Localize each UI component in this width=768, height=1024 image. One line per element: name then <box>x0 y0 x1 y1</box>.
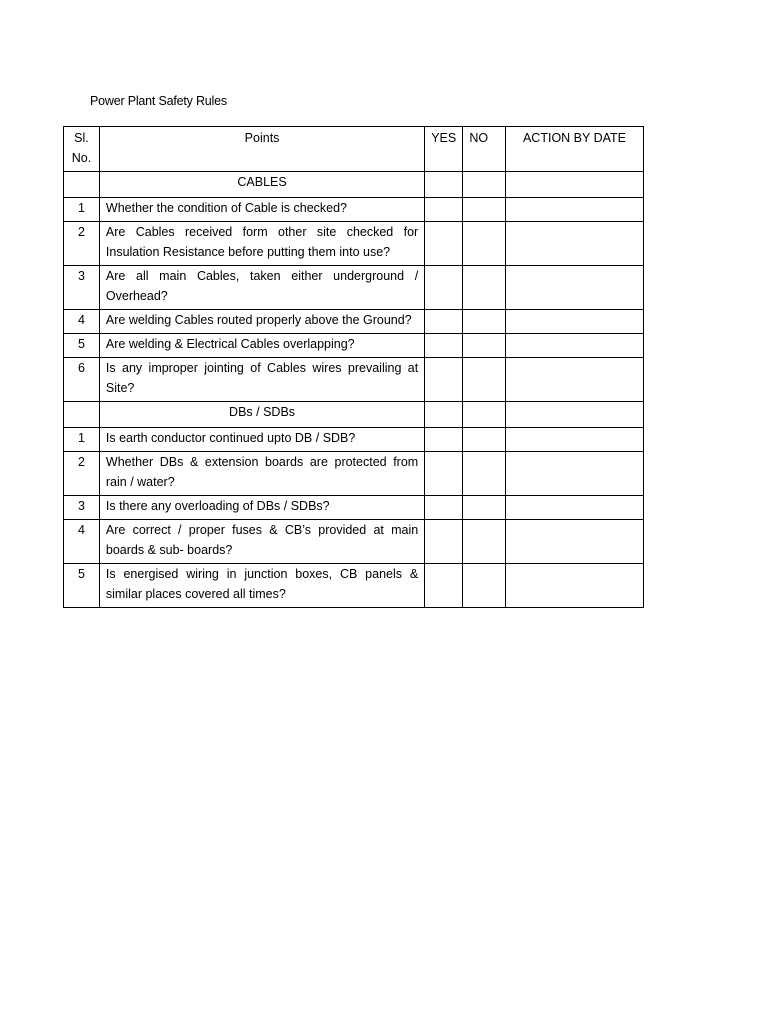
no-cell <box>463 564 506 608</box>
action-by-date-cell <box>505 452 643 496</box>
no-cell <box>463 172 506 198</box>
header-no: NO <box>463 127 506 172</box>
no-cell <box>463 222 506 266</box>
yes-cell <box>425 198 463 222</box>
point-cell: Is energised wiring in junction boxes, CB panels & similar places covered all times? <box>99 564 424 608</box>
yes-cell <box>425 172 463 198</box>
section-sl-cell <box>64 402 100 428</box>
yes-cell <box>425 452 463 496</box>
document-title: Power Plant Safety Rules <box>90 94 227 108</box>
table-row <box>64 310 644 334</box>
yes-cell <box>425 358 463 402</box>
no-cell <box>463 496 506 520</box>
table-row <box>64 428 644 452</box>
sl-no-cell: 4 <box>64 310 100 334</box>
action-by-date-cell <box>505 198 643 222</box>
yes-cell <box>425 402 463 428</box>
table-row <box>64 496 644 520</box>
action-by-date-cell <box>505 334 643 358</box>
yes-cell <box>425 310 463 334</box>
no-cell <box>463 402 506 428</box>
section-heading-dbs-sdbs: DBs / SDBs <box>99 402 424 428</box>
table-header-row <box>64 127 644 172</box>
table-row <box>64 266 644 310</box>
safety-checklist-table <box>63 126 644 608</box>
action-by-date-cell <box>505 310 643 334</box>
point-cell: Is there any overloading of DBs / SDBs? <box>99 496 424 520</box>
sl-no-cell: 5 <box>64 334 100 358</box>
table-row <box>64 520 644 564</box>
point-cell: Whether the condition of Cable is checked? <box>99 198 424 222</box>
point-cell: Are Cables received form other site checked for Insulation Resistance before putting them into use? <box>99 222 424 266</box>
no-cell <box>463 198 506 222</box>
header-yes: YES <box>425 127 463 172</box>
no-cell <box>463 334 506 358</box>
point-cell: Is any improper jointing of Cables wires prevailing at Site? <box>99 358 424 402</box>
sl-no-cell: 2 <box>64 222 100 266</box>
no-cell <box>463 358 506 402</box>
header-sl-no: Sl. No. <box>64 127 100 172</box>
section-row-cables <box>64 172 644 198</box>
no-cell <box>463 310 506 334</box>
action-by-date-cell <box>505 172 643 198</box>
sl-no-cell: 1 <box>64 198 100 222</box>
sl-no-cell: 3 <box>64 496 100 520</box>
point-cell: Are welding Cables routed properly above the Ground? <box>99 310 424 334</box>
point-cell: Is earth conductor continued upto DB / SDB? <box>99 428 424 452</box>
sl-no-cell: 5 <box>64 564 100 608</box>
sl-no-cell: 1 <box>64 428 100 452</box>
table-row <box>64 222 644 266</box>
point-cell: Are welding & Electrical Cables overlapping? <box>99 334 424 358</box>
point-cell: Whether DBs & extension boards are protected from rain / water? <box>99 452 424 496</box>
header-points: Points <box>99 127 424 172</box>
action-by-date-cell <box>505 222 643 266</box>
sl-no-cell: 3 <box>64 266 100 310</box>
action-by-date-cell <box>505 496 643 520</box>
action-by-date-cell <box>505 428 643 452</box>
table-row <box>64 452 644 496</box>
action-by-date-cell <box>505 266 643 310</box>
no-cell <box>463 266 506 310</box>
no-cell <box>463 520 506 564</box>
point-cell: Are correct / proper fuses & CB’s provided at main boards & sub- boards? <box>99 520 424 564</box>
table-row <box>64 334 644 358</box>
sl-no-cell: 4 <box>64 520 100 564</box>
point-cell: Are all main Cables, taken either underground / Overhead? <box>99 266 424 310</box>
section-sl-cell <box>64 172 100 198</box>
sl-no-cell: 2 <box>64 452 100 496</box>
table-row <box>64 564 644 608</box>
sl-no-cell: 6 <box>64 358 100 402</box>
yes-cell <box>425 334 463 358</box>
yes-cell <box>425 564 463 608</box>
action-by-date-cell <box>505 520 643 564</box>
yes-cell <box>425 520 463 564</box>
yes-cell <box>425 428 463 452</box>
section-row-dbs-sdbs <box>64 402 644 428</box>
action-by-date-cell <box>505 564 643 608</box>
action-by-date-cell <box>505 358 643 402</box>
table-row <box>64 358 644 402</box>
yes-cell <box>425 222 463 266</box>
section-heading-cables: CABLES <box>99 172 424 198</box>
no-cell <box>463 452 506 496</box>
no-cell <box>463 428 506 452</box>
action-by-date-cell <box>505 402 643 428</box>
yes-cell <box>425 496 463 520</box>
yes-cell <box>425 266 463 310</box>
table-row <box>64 198 644 222</box>
header-action-by-date: ACTION BY DATE <box>505 127 643 172</box>
